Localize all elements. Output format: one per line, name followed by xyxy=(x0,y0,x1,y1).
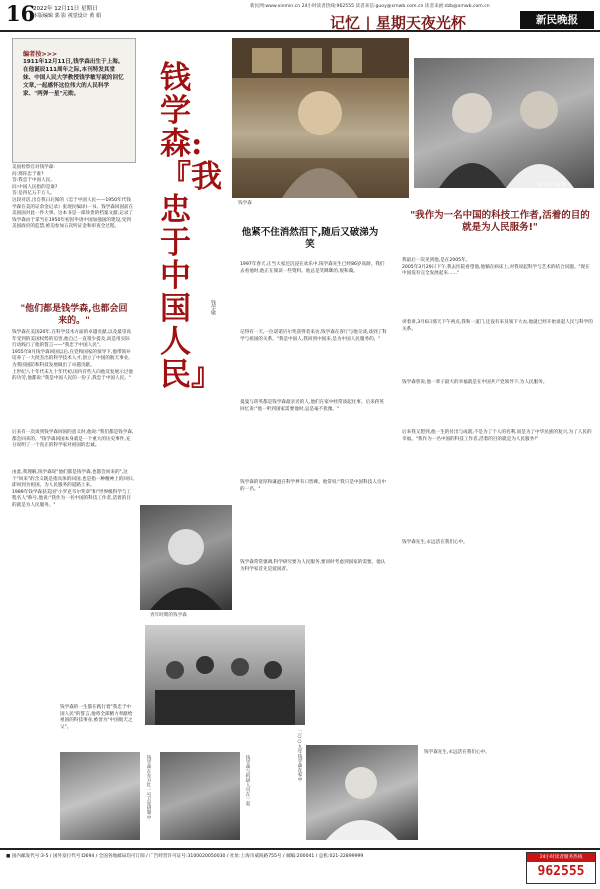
column3-text-b: 讲着讲,3月6日那天下午两点,我和一道门,还没有来及领下大衣,他就已经开始谈起人民与科学的关系。 xyxy=(402,320,593,332)
column1-text-b: 钱学森在美国20年,在科学技术方面的卓越贡献,以及最崇高年受到的美国权势的迫害,他自己一直很少提及,而是用实际行动践行了他的誓言——"我忠于中国人民"。 1955年8月钱学森回国以后,在党和国家的领导下,他带领并培养了一大批杰出的科学技术人才,创立了中国的航天事业,为我国国防和科技发展做出了卓越贡献。 上世纪八十年代末九十年代初,国内有些人向他反复展示过他的功劳,他都说:"我是中国人民的一份子,我忠于中国人民。" xyxy=(12,330,133,382)
photo-elderly-qian xyxy=(306,745,418,840)
column3-text-d: 后来我又想到,他一生的付出与成就,不是为了个人的名利,而是为了中华民族的复兴,为了人民的幸福。"我作为一名中国的科技工作者,活着的目的就是为人民服务!" xyxy=(402,430,592,442)
column1-text-c: 后来有一次谈到钱学森回国的意义时,他说:"我们都是钱学森,都会回来的。"钱学森回国本身就是一个重大的历史事件,充分说明了一个真正的科学家对祖国的忠诚。 xyxy=(12,430,134,449)
column2-text-e: 钱学森常常强调,科学研究要为人民服务,要同时考虑到国家的需要。他认为科学家首先是爱国者。 xyxy=(240,560,386,572)
column2-text-b: 记得有一天,一位诺诺贝尔奖获得者来访,钱学森在客厅与他交谈,谈到了科学与祖国的关系。"我是中国人,我回到中国来,是为中国人民服务的。" xyxy=(240,330,387,342)
editor-credits: 本版编辑 郭 影 视觉设计 黄 娟 xyxy=(33,13,101,19)
caption-portrait: 钱学森 xyxy=(238,201,252,206)
hotline-number: 962555 xyxy=(537,864,585,879)
column2-text-d: 钱学森的宽厚和谦逊在科学界有口皆碑。他常说:"我只是中国科技人员中的一名。" xyxy=(240,480,387,492)
editor-note-box xyxy=(12,38,136,163)
photo-qian-and-jiang xyxy=(414,58,594,188)
editor-note-title: 编者按>>> xyxy=(23,51,58,58)
elderly-silhouette xyxy=(306,745,418,840)
photo-qian-portrait xyxy=(232,38,409,198)
column1-text-e: 钱学森的一生都在践行着"我忠于中国人民"的誓言,他将全部精力奉献给祖国的科技事业,被誉为"中国航天之父"。 xyxy=(60,705,133,730)
column1-text-a: 美国检察官对钱学森: 问:那你忠于谁? 答:我忠于中国人民。 问:中国人民指的是谁? 答:是四亿五千万人。 这段对话,出自我日后阅的《忠于中国人民——1950年代钱学森在美的证余金记录》张现民编译)一书。钱学森回国前在美国面对此一件大事。这本书是一部珍贵的档案文献,记录了钱学森由于拿当在1950年初因申请中国加强国的建设,受到美国政府的监禁,被迫参加五次听证金和审查全过程。 xyxy=(12,165,134,230)
column3-text-c: 钱学森曾说,他一辈子最大的幸福就是在中国共产党领导下,为人民服务。 xyxy=(402,380,548,385)
page-footer xyxy=(0,848,600,889)
column1-text-d: 由此,我理解,钱学森说"他们都是钱学森,也都会回来的",这个"回来"的含义既是指具体的回国,也是指一种精神上的回归,即回到为祖国、为人民服务的道路上来。 1989年钱学森获美国"小罗克韦尔奖章"和"世界级科学与工程名人"称号,他说:"我作为一名中国的科技工作者,活着的目的就是为人民服务。" xyxy=(12,470,134,508)
column2-vertical-note: 二○○九年钱学森在家中 xyxy=(297,730,302,782)
column3-text-e: 钱学森先生,永远活在我们心中。 xyxy=(402,540,468,545)
caption-satellite: 钱学森在东方红一号卫星研制中 xyxy=(146,755,151,820)
pullquote-3: "我作为一名中国的科技工作者,活着的目的就是为人民服务!" xyxy=(410,210,590,233)
column3-closing: 钱学森先生,永远活在我们心中。 xyxy=(424,750,490,755)
photo-meeting xyxy=(145,625,305,725)
article-headline: 钱学森:『我忠于中国人民』 xyxy=(160,60,222,393)
pullquote-2: 他紧不住消然泪下,随后又破涕为笑 xyxy=(241,227,379,250)
column3-text-a: 我最后一次见到他,是在2005年。 2005年3月29日下午,我去医院看望他,他躺在病床上,对我说起科学与艺术的结合问题。"现在中国没有完全发展起来……" xyxy=(402,258,590,277)
column2-text-a: 1997年春天,正当大家还沉浸在欢乐中,钱学森先生已经86岁高龄。我们去看他时,他正在阅读一些资料。他总是笑眯眯的,很和蔼。 xyxy=(240,262,385,274)
caption-couple: 钱学森与蒋英 xyxy=(538,183,566,188)
reader-hotline-box xyxy=(526,852,596,884)
meeting-silhouette xyxy=(145,625,305,725)
section-title: 记忆 | 星期天夜光杯 xyxy=(330,14,466,32)
page-number: 16 xyxy=(6,1,36,26)
portrait-silhouette xyxy=(232,38,409,198)
caption-youth: 青年时期的钱学森 xyxy=(150,613,187,618)
issue-date: 2022年 12月11日 星期日 xyxy=(33,6,98,12)
hotline-label: 24小时读者服务热线 xyxy=(527,853,595,862)
youth-silhouette xyxy=(140,505,232,610)
photo-researchers xyxy=(160,752,240,840)
footer-info: ■ 国内邮发代号:3-5 / 国外发行代号:D694 / 全国各地邮局均可订阅 / 广告经营许可证号:3100020050030 / 社址:上海市威海路755号 / 邮编:200041 / 总机:021-22899999 xyxy=(6,854,364,859)
couple-silhouette xyxy=(414,58,594,188)
column2-text-c: 曼曼与蒋英都是钱学森最亲近的人,他们在家中经常谈起往事。后来蒋英回忆说:"他一听到国家需要他时,总是毫不犹豫。" xyxy=(240,400,384,412)
photo-satellite xyxy=(60,752,140,840)
editor-note-body: 1911年12月11日,钱学森出生于上海。在他诞辰111周年之际,本刊特发其堂妹、中国人民大学教授钱学敏写就的回忆文章,一起感怀这位伟大的人民科学家、"两弹一星"元勋。 xyxy=(23,59,124,97)
photo-young-qian xyxy=(140,505,232,610)
pullquote-1: "他们都是钱学森,也都会回来的。" xyxy=(20,304,128,326)
newspaper-logo: 新民晚报 xyxy=(520,11,594,29)
article-byline: 钱学敏 xyxy=(210,300,216,315)
caption-researchers: 钱学森与科研人员在一起 xyxy=(245,755,250,806)
page-header xyxy=(0,0,600,32)
contact-line: 新民网:www.xinmin.cn 24小时读者热线:962555 读者来信:guoy@xmwb.com.cn 读者来函:dzb@xmwb.com.cn xyxy=(250,4,490,9)
